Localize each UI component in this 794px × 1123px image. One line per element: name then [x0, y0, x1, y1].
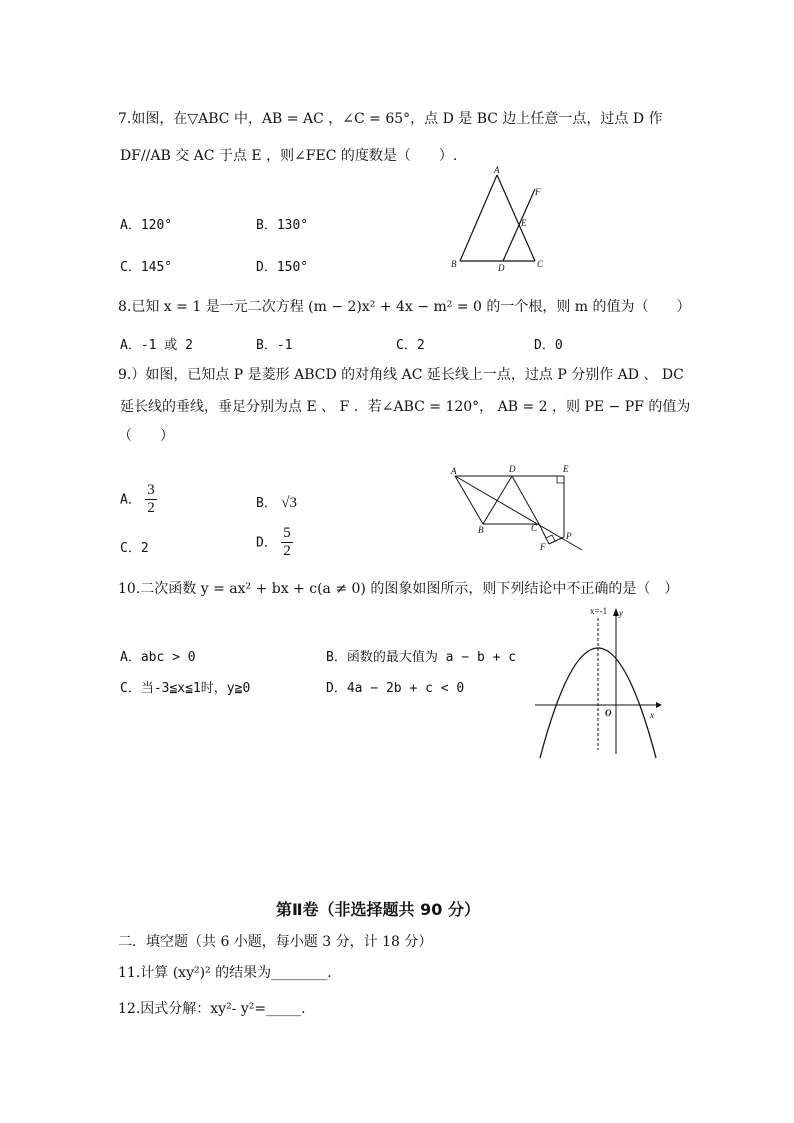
q9-label-a: A	[451, 466, 457, 476]
q7-line1: 7.如图，在▽ABC 中，AB = AC ，∠C = 65°，点 D 是 BC 边上任意一点，过点 D 作	[118, 111, 663, 127]
q10-label-y: y	[619, 608, 623, 618]
q9-line1: 9.）如图，已知点 P 是菱形 ABCD 的对角线 AC 延长线上一点，过点 P 分别作 AD 、 DC	[118, 367, 684, 383]
q8-option-b: B．-1	[256, 338, 293, 353]
q8-option-d: D．0	[534, 338, 563, 353]
q9-option-a-prefix: A．	[120, 492, 141, 508]
q8-line1: 8.已知 x = 1 是一元二次方程 (m − 2)x² + 4x − m² = 0 的一个根，则 m 的值为（ ）	[118, 299, 691, 315]
q10-option-b: B．函数的最大值为 a − b + c	[326, 650, 517, 665]
q7-label-f: F	[535, 187, 541, 197]
q10-option-c: C．当-3≦x≦1时，y≧0	[120, 681, 251, 696]
part2-section-heading: 二．填空题（共 6 小题，每小题 3 分，计 18 分）	[118, 934, 433, 950]
q7-line2: DF//AB 交 AC 于点 E ，则∠FEC 的度数是（ ）.	[120, 148, 458, 164]
q9-option-b-prefix: B．	[256, 496, 277, 511]
q9-rhombus-figure	[447, 462, 587, 554]
q7-label-b: B	[451, 259, 457, 269]
q9-option-c: C．2	[120, 541, 149, 556]
q8-option-c: C．2	[396, 338, 425, 353]
q9-line2: 延长线的垂线，垂足分别为点 E 、 F ．若∠ABC = 120°， AB = 2 ，则 PE − PF 的值为	[120, 399, 691, 415]
q10-option-a: A．abc > 0	[120, 650, 196, 665]
q9-option-b-value: √3	[281, 495, 298, 511]
q10-label-origin: O	[605, 708, 612, 718]
q7-label-a: A	[494, 165, 500, 175]
q10-label-axis: x=-1	[590, 606, 608, 616]
q9-option-a-fraction	[145, 482, 157, 517]
q12-line: 12.因式分解：xy²- y²=_____.	[118, 1001, 306, 1017]
q7-option-d: D．150°	[256, 260, 309, 275]
q9-label-b: B	[478, 525, 484, 535]
q11-line: 11.计算 (xy²)² 的结果为________.	[118, 965, 332, 981]
q7-option-c: C．145°	[120, 260, 173, 275]
q7-option-b: B．130°	[256, 218, 309, 233]
q9-label-f: F	[540, 542, 546, 552]
q9-option-d-fraction	[281, 525, 293, 560]
q9-label-d: D	[509, 464, 516, 474]
q9-option-d-prefix: D．	[256, 535, 277, 551]
q7-label-e: E	[521, 218, 527, 228]
q9-option-d	[256, 525, 293, 560]
q10-line1: 10.二次函数 y = ax² + bx + c(a ≠ 0) 的图象如图所示，则下列结论中不正确的是（ ）	[118, 581, 679, 597]
q9-option-d-denominator: 2	[283, 543, 291, 559]
q7-option-a: A．120°	[120, 218, 173, 233]
part2-title: 第Ⅱ卷（非选择题共 90 分）	[276, 900, 480, 919]
q8-option-a: A．-1 或 2	[120, 338, 193, 353]
q9-option-a	[120, 482, 157, 517]
q9-option-b	[256, 492, 297, 512]
q9-line3: （ ）	[118, 428, 174, 444]
q10-parabola-figure	[532, 604, 667, 760]
q7-label-d: D	[498, 263, 505, 273]
q9-option-a-denominator: 2	[147, 500, 155, 516]
q9-label-p: P	[566, 531, 572, 541]
q10-option-d: D．4a − 2b + c < 0	[326, 681, 465, 696]
q9-label-c: C	[531, 523, 538, 533]
q9-label-e: E	[563, 464, 569, 474]
q7-triangle-figure	[445, 163, 555, 275]
q10-label-x: x	[650, 710, 654, 720]
q9-option-a-numerator: 3	[147, 482, 155, 498]
q9-option-d-numerator: 5	[283, 525, 291, 541]
q7-label-c: C	[537, 259, 544, 269]
